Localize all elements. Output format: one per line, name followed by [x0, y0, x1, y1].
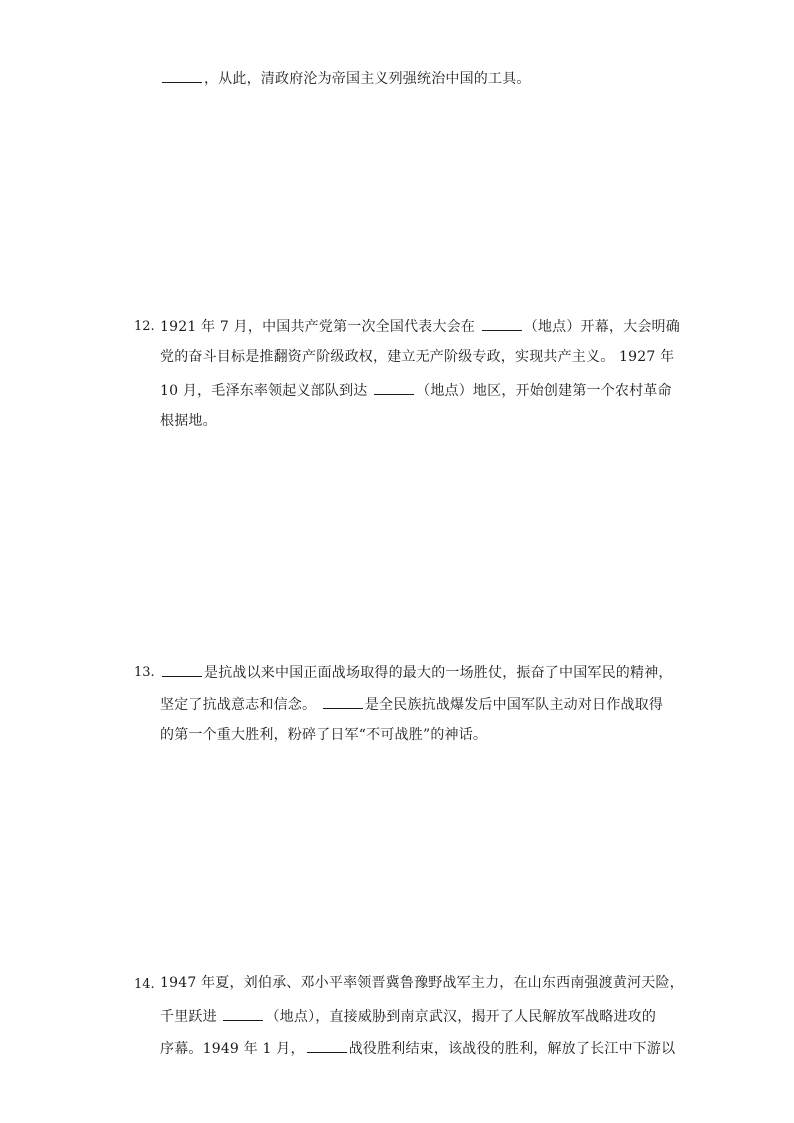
answer-blank[interactable]	[307, 1038, 347, 1053]
answer-blank[interactable]	[223, 1006, 263, 1021]
q14-line-2	[160, 1006, 656, 1026]
q12-text: （地点）地区，开始创建第一个农村革命	[416, 383, 672, 399]
q13-text: 是抗战以来中国正面战场取得的最大的一场胜仗，振奋了中国军民的精神，	[204, 665, 673, 681]
q13-line-3	[160, 726, 487, 744]
answer-blank[interactable]	[323, 694, 363, 709]
q14-text: （地点），直接威胁到南京武汉，揭开了人民解放军战略进攻的	[265, 1009, 657, 1025]
answer-blank[interactable]	[162, 68, 202, 83]
q14-text: 序幕。1949 年 1 月，	[160, 1041, 305, 1057]
q14-text: 1947 年夏，刘伯承、邓小平率领晋冀鲁豫野战军主力，在山东西南强渡黄河天险，	[160, 975, 684, 991]
q14-text: 千里跃进	[160, 1009, 217, 1025]
answer-blank[interactable]	[374, 380, 414, 395]
answer-blank[interactable]	[482, 316, 522, 331]
q13-text: 坚定了抗战意志和信念。	[160, 697, 317, 713]
q13-line-2	[160, 694, 663, 714]
q14-line-1	[160, 974, 684, 992]
q11-text: ，从此，清政府沦为帝国主义列强统治中国的工具。	[204, 71, 531, 87]
q13-text: 是全民族抗战爆发后中国军队主动对日作战取得	[364, 697, 664, 713]
q14-text: 战役胜利结束，该战役的胜利，解放了长江中下游以	[348, 1041, 676, 1057]
answer-blank[interactable]	[162, 662, 202, 677]
q13-text: 的第一个重大胜利，粉碎了日军“不可战胜”的神话。	[160, 727, 488, 743]
question-number: 14.	[134, 977, 155, 992]
question-number: 13.	[134, 665, 155, 680]
q12-text: 10 月，毛泽东率领起义部队到达	[160, 383, 368, 399]
q12-text: （地点）开幕，大会明确	[523, 319, 680, 335]
q12-line-4	[160, 412, 217, 430]
question-number: 12.	[134, 319, 155, 334]
q12-line-3	[160, 380, 672, 400]
q12-line-1	[160, 316, 680, 336]
q13-line-1	[160, 662, 673, 682]
q14-line-3	[160, 1038, 675, 1058]
q12-text: 1921 年 7 月，中国共产党第一次全国代表大会在	[160, 319, 476, 335]
q11-line-1	[160, 68, 531, 88]
q12-line-2	[160, 348, 674, 366]
q12-text: 党的奋斗目标是推翻资产阶级政权，建立无产阶级专政，实现共产主义。 1927 年	[160, 349, 675, 365]
q12-text: 根据地。	[160, 413, 217, 429]
